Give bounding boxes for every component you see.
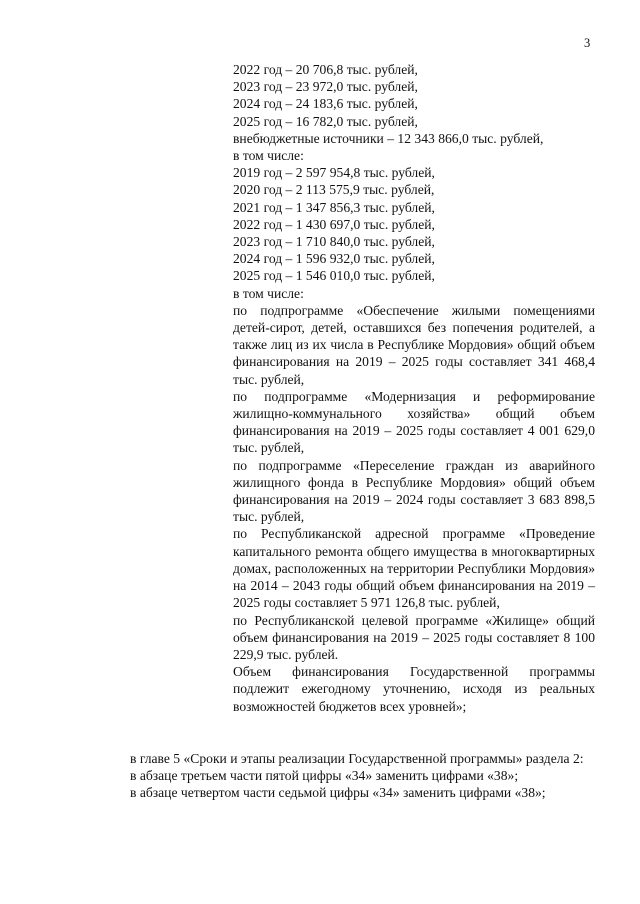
amendment-paragraph: в главе 5 «Сроки и этапы реализации Государственной программы» раздела 2: bbox=[130, 751, 584, 766]
funding-line: 2022 год – 20 706,8 тыс. рублей, bbox=[233, 62, 418, 77]
funding-line: 2023 год – 1 710 840,0 тыс. рублей, bbox=[233, 234, 435, 250]
funding-note-paragraph: Объем финансирования Государственной программы подлежит ежегодному уточнению, исходя из реальных возможностей бюджетов всех уровней»; bbox=[233, 664, 595, 714]
amendment-paragraph: в абзаце третьем части пятой цифры «34» заменить цифрами «38»; bbox=[130, 768, 519, 784]
funding-line: в том числе: bbox=[233, 148, 304, 164]
funding-line: 2024 год – 24 183,6 тыс. рублей, bbox=[233, 96, 418, 112]
amendment-paragraph: в абзаце четвертом части седьмой цифры «34» заменить цифрами «38»; bbox=[130, 785, 546, 801]
funding-line: 2022 год – 1 430 697,0 тыс. рублей, bbox=[233, 216, 435, 232]
funding-line: 2025 год – 16 782,0 тыс. рублей, bbox=[233, 113, 418, 129]
funding-line: 2025 год – 1 546 010,0 тыс. рублей, bbox=[233, 268, 435, 284]
subprogram-paragraph: по Республиканской целевой программе «Жилище» общий объем финансирования на 2019 – 2025 годы составляет 8 100 229,9 тыс. рублей. bbox=[233, 612, 595, 662]
funding-details-block bbox=[233, 61, 595, 715]
funding-line: 2019 год – 2 597 954,8 тыс. рублей, bbox=[233, 165, 435, 181]
subprogram-paragraph: по подпрограмме «Модернизация и реформирование жилищно-коммунального хозяйства» общий объем финансирования на 2019 – 2025 годы составляет 4 001 629,0 тыс. рублей, bbox=[233, 388, 595, 456]
funding-line: 2021 год – 1 347 856,3 тыс. рублей, bbox=[233, 199, 435, 215]
subprogram-paragraph: по подпрограмме «Обеспечение жилыми помещениями детей-сирот, детей, оставшихся без попечения родителей, а также лиц из их числа в Республике Мордовия» общий объем финансирования на 2019 – 2025 годы составляет 341 468,4 тыс. рублей, bbox=[233, 302, 595, 387]
funding-line: в том числе: bbox=[233, 285, 304, 301]
amendments-block bbox=[96, 750, 596, 802]
subprogram-paragraph: по подпрограмме «Переселение граждан из аварийного жилищного фонда в Республике Мордовия» общий объем финансирования на 2019 – 2024 годы составляет 3 683 898,5 тыс. рублей, bbox=[233, 457, 595, 525]
funding-line: 2024 год – 1 596 932,0 тыс. рублей, bbox=[233, 251, 435, 267]
funding-line: 2023 год – 23 972,0 тыс. рублей, bbox=[233, 79, 418, 95]
funding-line: внебюджетные источники – 12 343 866,0 тыс. рублей, bbox=[233, 130, 544, 146]
subprogram-paragraph: по Республиканской адресной программе «Проведение капитального ремонта общего имущества в многоквартирных домах, расположенных на территории Республики Мордовия» на 2014 – 2043 годы общий объем финансирования на 2019 – 2025 годы составляет 5 971 126,8 тыс. рублей, bbox=[233, 526, 595, 611]
funding-line: 2020 год – 2 113 575,9 тыс. рублей, bbox=[233, 182, 435, 198]
page-number: 3 bbox=[584, 36, 591, 50]
